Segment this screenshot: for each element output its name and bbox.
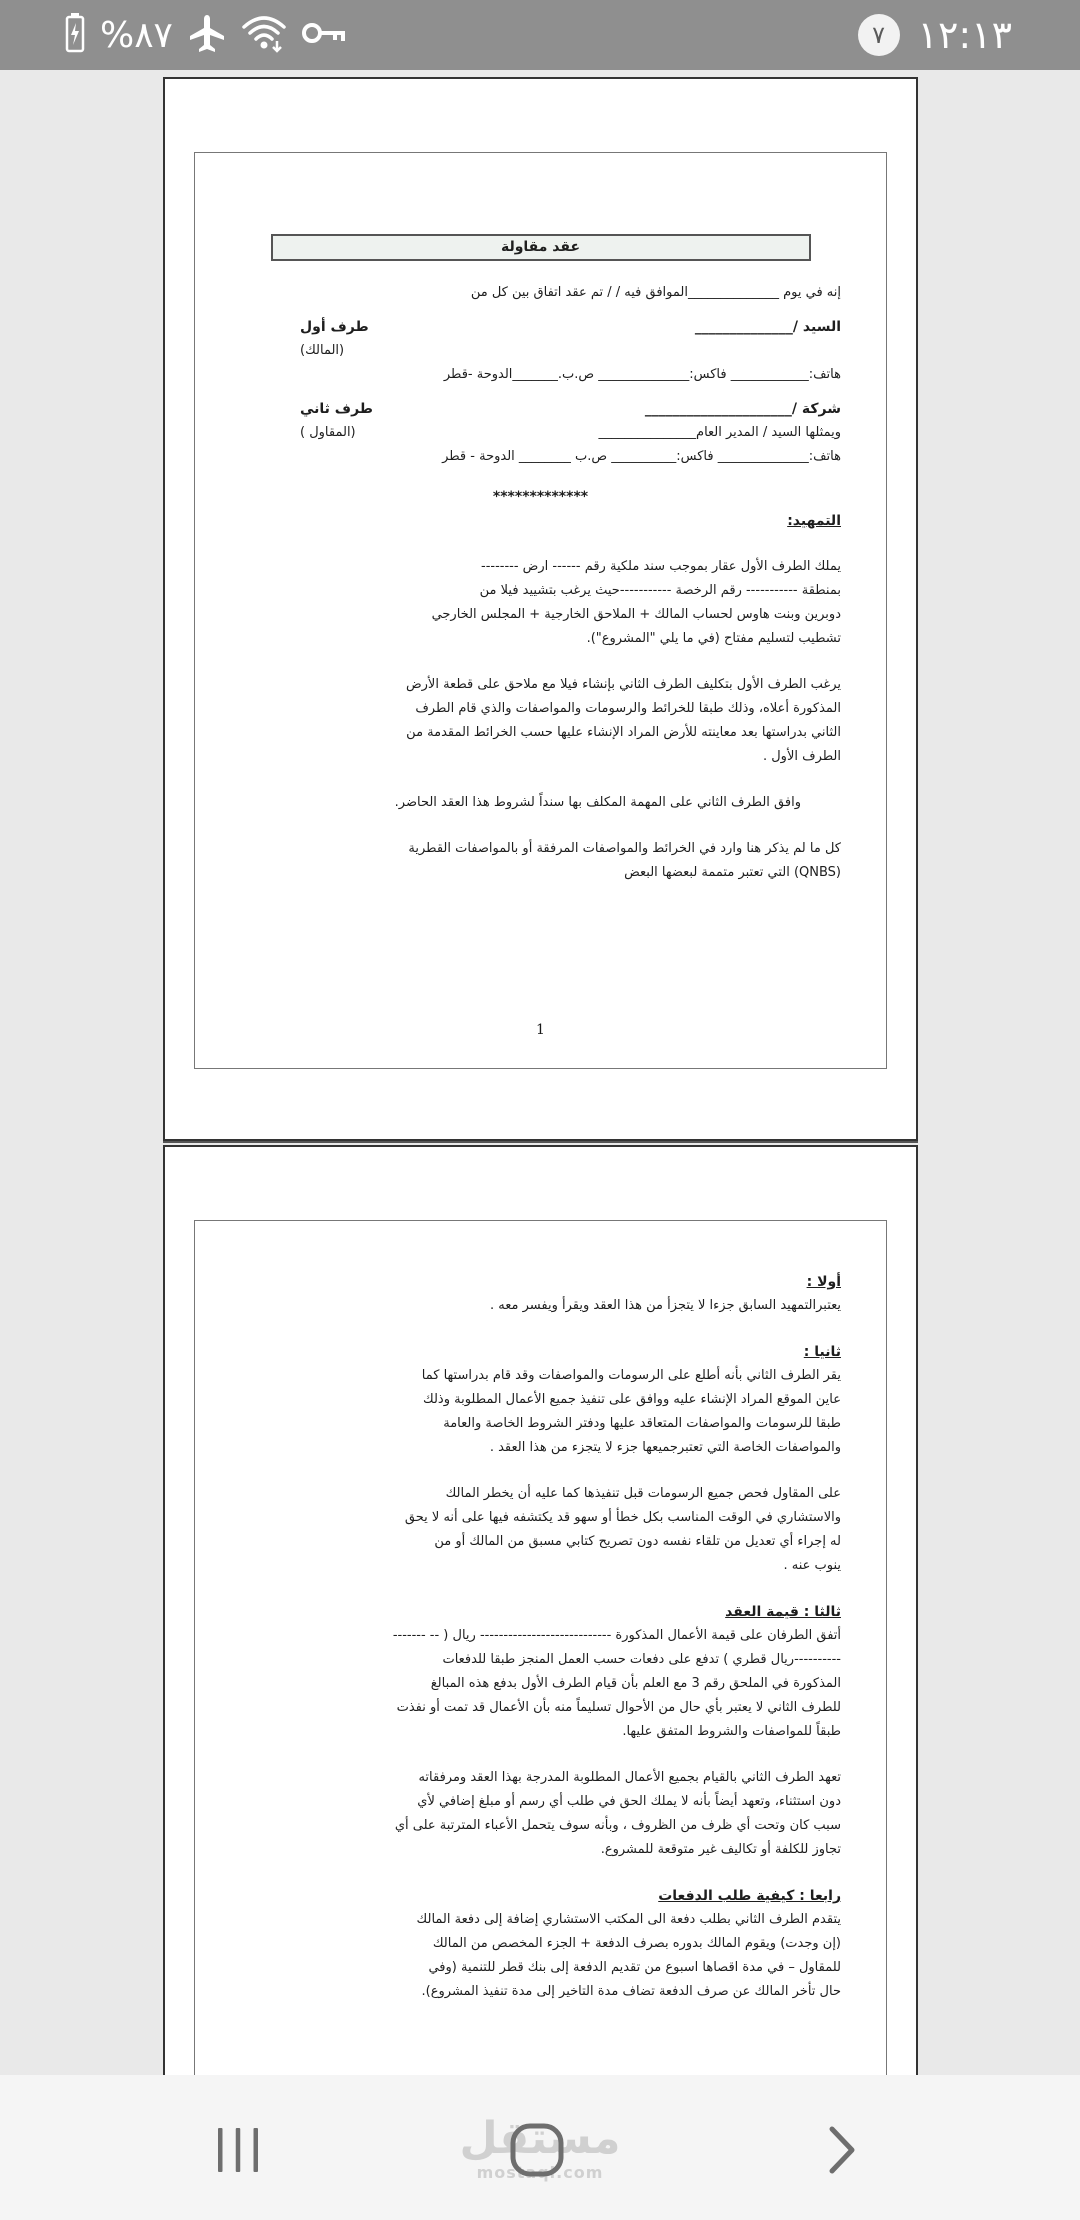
airplane-icon	[187, 13, 227, 57]
preamble-heading: التمهيد:	[787, 513, 841, 529]
status-bar	[0, 0, 1080, 70]
document-page-2[interactable]	[163, 1145, 918, 2075]
party2-role: طرف ثاني	[300, 401, 373, 417]
clause-2-heading: ثانيا :	[803, 1344, 841, 1360]
party1-header	[240, 315, 841, 339]
home-icon	[509, 2122, 565, 2178]
party1-role-sub: (المالك)	[300, 343, 345, 358]
status-right	[858, 12, 1012, 58]
party1-name-line: السيد /______________	[694, 319, 841, 335]
clause-3-heading: ثالثا : قيمة العقد	[725, 1604, 841, 1620]
party2-contact: هاتف:______________ فاكس:__________ ص.ب ________ الدوحة - قطر	[442, 449, 841, 464]
back-button[interactable]	[802, 2115, 882, 2185]
clause-4-paragraph-1: يتقدم الطرف الثاني بطلب دفعة الى المكتب الاستشاري إضافة إلى دفعة المالك (إن وجدت) ويقوم المالك بدوره بصرف الدفعة + الجزء المخصص من المالك للمقاول – في مدة اقصاها اسبوع من تقديم الدفعة إلى بنك قطر للتنمية (وفي حال تأخر المالك عن صرف الدفعة تضاف مدة التاخير إلى مدة تنفيذ المشروع).	[416, 1912, 841, 1999]
clause-2-paragraph-1: يقر الطرف الثاني بأنه أطلع على الرسومات والمواصفات وقد قام بدراستها كما عاين الموقع المراد الإنشاء عليه ووافق على تنفيذ جميع الأعمال المطلوبة وذلك طبقا للرسومات والمواصفات المتعاقد عليها ودفتر الشروط الخاصة والعامة والمواصفات الخاصة التي تعتبرجميعها جزء لا يتجزء من هذا العقد .	[421, 1368, 841, 1455]
wifi-icon	[241, 13, 287, 57]
preamble-paragraph-2: يرغب الطرف الأول بتكليف الطرف الثاني بإنشاء فيلا مع ملاحق على قطعة الأرض المذكورة أعلاه، وذلك طبقا للخرائط والرسومات والمواصفات والذي قام الطرف الثاني بدراستها بعد معاينته للأرض المراد الإنشاء عليها حسب الخرائط المقدمة من الطرف الأول .	[405, 677, 841, 764]
document-page-1[interactable]	[163, 77, 918, 1141]
recent-apps-icon	[213, 2125, 263, 2175]
battery-charging-icon	[64, 13, 86, 57]
party1-role: طرف أول	[300, 319, 369, 335]
party1-contact: هاتف:____________ فاكس:______________ ص.ب._______الدوحة -قطر	[443, 367, 841, 382]
navigation-bar	[0, 2075, 1080, 2220]
home-button[interactable]	[497, 2115, 577, 2185]
preamble-paragraph-3: وافق الطرف الثاني على المهمة المكلف بها سنداً لشروط هذا العقد الحاضر.	[394, 795, 801, 810]
page-number: 1	[536, 1022, 545, 1038]
page-2-content	[240, 1270, 841, 2004]
preamble-paragraph-4: كل ما لم يذكر هنا وارد في الخرائط والمواصفات المرفقة أو بالمواصفات القطرية (QNBS) التي تعتبر متممة لبعضها البعض	[408, 841, 841, 880]
clock: ١٢:١٣	[917, 13, 1012, 57]
recent-apps-button[interactable]	[198, 2115, 278, 2185]
party2-role-sub: (المقاول )	[300, 425, 356, 440]
document-viewer[interactable]	[0, 70, 1080, 2075]
clause-4-heading: رابعا : كيفية طلب الدفعات	[658, 1888, 841, 1904]
clause-1-heading: أولا :	[806, 1274, 841, 1290]
status-icons	[64, 12, 345, 58]
contract-title: عقد مقاولة	[271, 234, 811, 261]
notification-badge[interactable]: ٧	[858, 14, 900, 56]
page-1-content	[240, 234, 841, 885]
preamble-paragraph-1: يملك الطرف الأول عقار بموجب سند ملكية رقم ------ ارض -------- بمنطقة ----------- رقم الرخصة -----------حيث يرغب بتشييد فيلا من دوبرين وبنت هاوس لحساب المالك + الملاحق الخارجية + المجلس الخارجي تشطيب لتسليم مفتاح (في ما يلي "المشروع").	[431, 559, 841, 646]
clause-1-text: يعتبرالتمهيد السابق جزءا لا يتجزأ من هذا العقد ويقرأ ويفسر معه .	[490, 1298, 841, 1313]
clause-2-paragraph-2: على المقاول فحص جميع الرسومات قبل تنفيذها كما عليه أن يخطر المالك والاستشاري في الوقت المناسب بكل خطأ أو سهو قد يكتشفه فيها على أنه لا يحق له إجراء أي تعديل من تلقاء نفسه دون تصريح كتابي مسبق من المالك أو من ينوب عنه .	[404, 1486, 841, 1573]
vpn-key-icon	[301, 18, 345, 52]
watermark: مستقل mostaql.com	[459, 2113, 621, 2182]
party2-rep-line: ويمثلها السيد / المدير العام_______________	[598, 425, 841, 440]
clause-3-paragraph-2: تعهد الطرف الثاني بالقيام بجميع الأعمال المطلوبة المدرجة بهذا العقد ومرفقاته دون استثناء، وتعهد أيضاً بأنه لا يملك الحق في طلب أي رسم أو مبلغ إضافي لأي سبب كان وتحت أي ظرف من الظروف ، وبأنه سوف يتحمل الأعباء المترتبة على أي تجاوز للكلفة أو تكاليف غير متوقعة للمشروع.	[394, 1770, 841, 1857]
party2-name-line: شركة /_____________________	[644, 401, 841, 417]
party2-header	[240, 397, 841, 421]
chevron-right-icon	[822, 2125, 862, 2175]
separator-stars: *************	[492, 489, 589, 505]
clause-3-paragraph-1: أتفق الطرفان على قيمة الأعمال المذكورة ---------------------------- ريال ( -- ------- ----------ريال قطري ) تدفع على دفعات حسب العمل المنجز طبقا للدفعات المذكورة في الملحق رقم 3 مع العلم بأن قيام الطرف الأول بدفع هذه المبالغ للطرف الثاني لا يعتبر بأي حال من الأحوال تسليماً منه بأن الأعمال قد تمت أو نفذت طبقاً للمواصفات والشروط المتفق عليها.	[392, 1628, 841, 1739]
intro-line: إنه في يوم ______________الموافق فيه / / تم عقد اتفاق بين كل من	[470, 285, 841, 300]
battery-percent: %٨٧	[100, 14, 173, 56]
